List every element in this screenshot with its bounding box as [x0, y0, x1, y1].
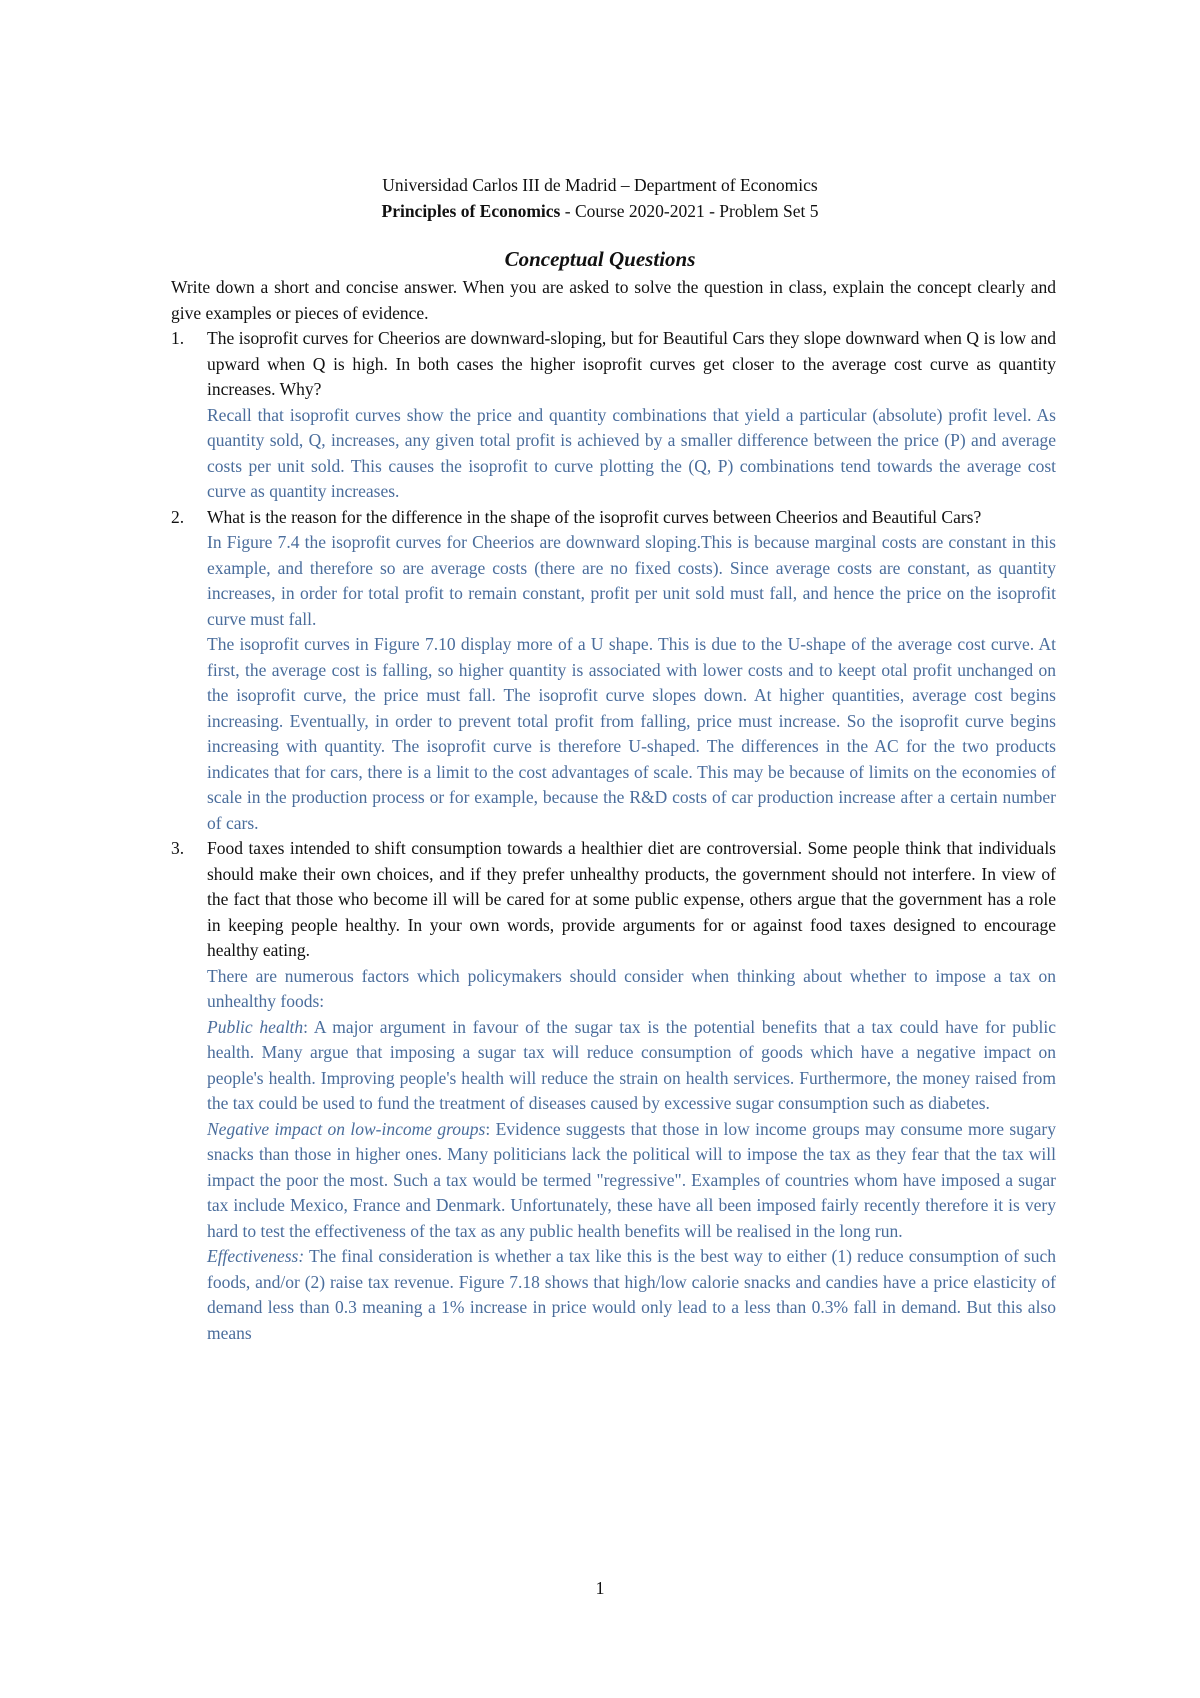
- document-header: [0, 173, 1200, 225]
- public-health-text: : A major argument in favour of the sugar tax is the potential benefits that a tax could have for public health. Many argue that imposing a sugar tax will reduce consumption of goods which have a negative impact on people's health. Improving people's health will reduce the strain on health services. Furthermore, the money raised from the tax could be used to fund the treatment of diseases caused by excessive sugar consumption such as diabetes.: [207, 1016, 1056, 1113]
- effectiveness-label: Effectiveness:: [207, 1246, 305, 1266]
- question-number: 1.: [171, 328, 185, 348]
- document-body: [171, 275, 1056, 1346]
- answer-paragraph-public-health: [207, 1015, 1056, 1117]
- low-income-label: Negative impact on low-income groups: [207, 1118, 486, 1139]
- answer-paragraph-effectiveness: [207, 1244, 1056, 1346]
- question-3: [171, 836, 1056, 1346]
- answer-paragraph: The isoprofit curves in Figure 7.10 display more of a U shape. This is due to the U-shape of the average cost curve. At first, the average cost is falling, so higher quantity is associated with lower costs and to keept otal profit unchanged on the isoprofit curve, the price must fall. The isoprofit curve slopes down. At higher quantities, average cost begins increasing. Eventually, in order to prevent total profit from falling, price must increase. So the isoprofit curve begins increasing with quantity. The isoprofit curve is therefore U-shaped. The differences in the AC for the two products indicates that for cars, there is a limit to the cost advantages of scale. This may be because of limits on the economies of scale in the production process or for example, because the R&D costs of car production increase after a certain number of cars.: [207, 634, 1056, 833]
- page-number: 1: [595, 1578, 605, 1598]
- course-details: - Course 2020-2021 - Problem Set 5: [560, 201, 819, 221]
- question-text: The isoprofit curves for Cheerios are downward-sloping, but for Beautiful Cars they slope downward when Q is low and upward when Q is high. In both cases the higher isoprofit curves get closer to the average cost curve as quantity increases. Why?: [207, 328, 1056, 399]
- question-text: What is the reason for the difference in the shape of the isoprofit curves between Cheerios and Beautiful Cars?: [207, 506, 982, 527]
- answer-3: [207, 964, 1056, 1347]
- public-health-label: Public health: [207, 1016, 304, 1037]
- answer-paragraph-low-income: [207, 1117, 1056, 1245]
- question-2: [171, 505, 1056, 837]
- course-line: [0, 199, 1200, 225]
- course-name: Principles of Economics: [381, 201, 561, 221]
- answer-2: [207, 530, 1056, 836]
- effectiveness-text: The final consideration is whether a tax like this is the best way to either (1) reduce consumption of such foods, and/or (2) raise tax revenue. Figure 7.18 shows that high/low calorie snacks and candies have a price elasticity of demand less than 0.3 meaning a 1% increase in price would only lead to a less than 0.3% fall in demand. But this also means: [207, 1246, 1056, 1343]
- low-income-text: : Evidence suggests that those in low income groups may consume more sugary snacks than those in higher ones. Many politicians lack the political will to impose the tax as they fear that the tax will impact the poor the most. Such a tax would be termed "regressive". Examples of countries whom have imposed a sugar tax include Mexico, France and Denmark. Unfortunately, these have all been imposed fairly recently therefore it is very hard to test the effectiveness of the tax as any public health benefits will be realised in the long run.: [207, 1118, 1056, 1241]
- question-1: [171, 326, 1056, 505]
- question-number: 2.: [171, 506, 185, 527]
- question-number: 3.: [171, 838, 185, 858]
- section-title: Conceptual Questions: [504, 247, 696, 271]
- answer-paragraph: There are numerous factors which policymakers should consider when thinking about whether to impose a tax on unhealthy foods:: [207, 965, 1056, 1011]
- answer-paragraph: In Figure 7.4 the isoprofit curves for Cheerios are downward sloping.This is because marginal costs are constant in this example, and therefore so are average costs (there are no fixed costs). Since average costs are constant, as quantity increases, in order for total profit to remain constant, profit per unit sold must fall, and hence the price on the isoprofit curve must fall.: [207, 532, 1056, 629]
- question-list: [171, 326, 1056, 1346]
- instructions-paragraph: Write down a short and concise answer. When you are asked to solve the question in class, explain the concept clearly and give examples or pieces of evidence.: [171, 277, 1056, 323]
- answer-1: [207, 403, 1056, 505]
- university-line: Universidad Carlos III de Madrid – Department of Economics: [382, 175, 818, 195]
- question-text: Food taxes intended to shift consumption towards a healthier diet are controversial. Some people think that individuals should make their own choices, and if they prefer unhealthy products, the government should not interfere. In view of the fact that those who become ill will be cared for at some public expense, others argue that the government has a role in keeping people healthy. In your own words, provide arguments for or against food taxes designed to encourage healthy eating.: [207, 838, 1056, 960]
- answer-paragraph: Recall that isoprofit curves show the price and quantity combinations that yield a particular (absolute) profit level. As quantity sold, Q, increases, any given total profit is achieved by a smaller difference between the price (P) and average costs per unit sold. This causes the isoprofit to curve plotting the (Q, P) combinations tend towards the average cost curve as quantity increases.: [207, 404, 1056, 501]
